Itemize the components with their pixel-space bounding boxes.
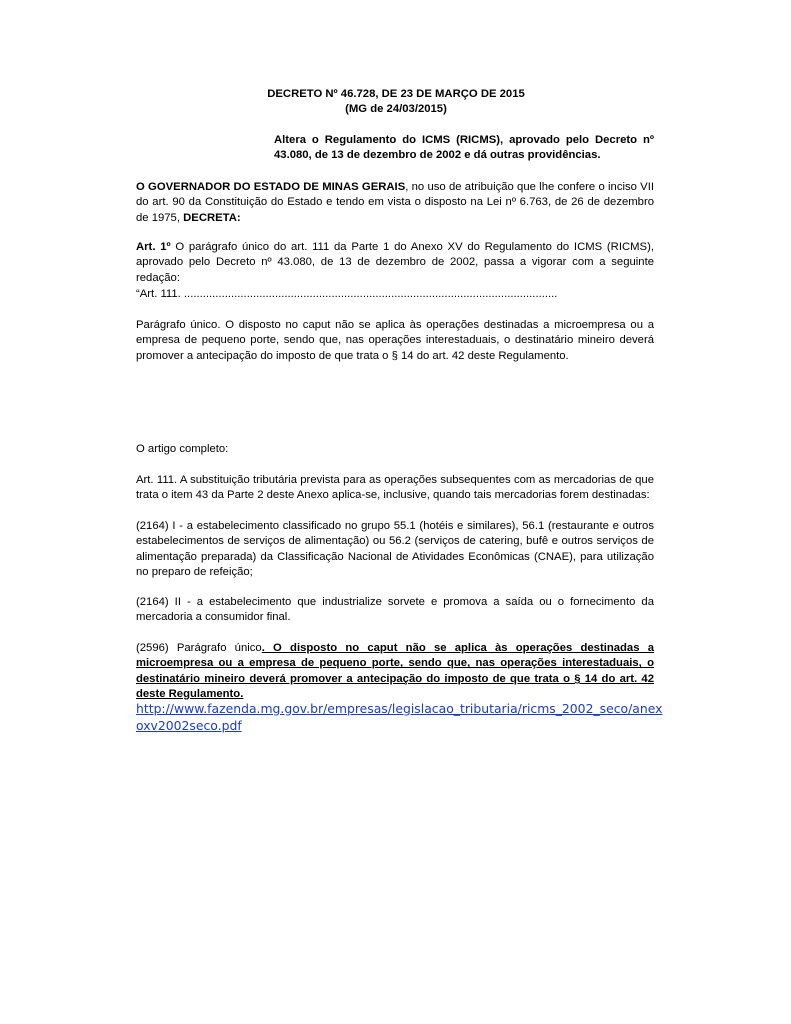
full-article-paragraph: [136, 641, 654, 702]
preamble-decreta: DECRETA:: [183, 211, 241, 224]
full-article-item-1: (2164) I - a estabelecimento classificado no grupo 55.1 (hotéis e similares), 56.1 (restaurante e outros estabelecimentos de serviços de alimentação) ou 56.2 (serviços de catering, bufê e outros serviços de alimentação preparada) da Classificação Nacional de Atividades Econômicas (CNAE), para utilização no preparo de refeição;: [136, 520, 654, 578]
full-article-item-2: (2164) II - a estabelecimento que industrialize sorvete e promova a saída ou o fornecimento da mercadoria a consumidor final.: [136, 596, 654, 624]
art111-quote: “Art. 111. .......................................................................................................................: [136, 288, 558, 300]
full-article-heading: O artigo completo:: [136, 443, 229, 455]
full-article-caput: Art. 111. A substituição tributária prevista para as operações subsequentes com as mercadorias de que trata o item 43 da Parte 2 deste Anexo aplica-se, inclusive, quando tais mercadorias forem destinadas:: [136, 474, 654, 502]
new-paragraph: Parágrafo único. O disposto no caput não se aplica às operações destinadas a microempresa ou a empresa de pequeno porte, sendo que, nas operações interestaduais, o destinatário mineiro deverá promover a antecipação do imposto de que trata o § 14 do art. 42 deste Regulamento.: [136, 319, 654, 362]
preamble: [136, 180, 654, 226]
article-1-text: O parágrafo único do art. 111 da Parte 1 do Anexo XV do Regulamento do ICMS (RICMS), aprovado pelo Decreto nº 43.080, de 13 de dezembro de 2002, passa a vigorar com a seguinte redação:: [136, 241, 654, 284]
decree-title: DECRETO Nº 46.728, DE 23 DE MARÇO DE 2015: [267, 88, 525, 100]
full-article-paragraph-text: . O disposto no caput não se aplica às operações destinadas a microempresa ou a empresa de pequeno porte, sendo que, nas operações interestaduais, o destinatário mineiro deverá promover a antecipação do imposto de que trata o § 14 do art. 42 deste Regulamento.: [136, 642, 654, 700]
preamble-authority: O GOVERNADOR DO ESTADO DE MINAS GERAIS: [136, 181, 406, 193]
source-link[interactable]: http://www.fazenda.mg.gov.br/empresas/legislacao_tributaria/ricms_2002_seco/anexoxv2002seco.pdf: [136, 701, 663, 733]
preamble-text: , no uso de atribuição que lhe confere o inciso VII do art. 90 da Constituição do Estado e tendo em vista o disposto na Lei nº 6.763, de 26 de dezembro de 1975,: [136, 181, 654, 224]
decree-subtitle: (MG de 24/03/2015): [345, 103, 447, 115]
decree-summary: Altera o Regulamento do ICMS (RICMS), aprovado pelo Decreto nº 43.080, de 13 de dezembro de 2002 e dá outras providências.: [274, 134, 654, 162]
article-1: [136, 240, 654, 286]
full-article-paragraph-prefix: (2596) Parágrafo único: [136, 642, 262, 654]
article-1-label: Art. 1º: [136, 241, 171, 253]
